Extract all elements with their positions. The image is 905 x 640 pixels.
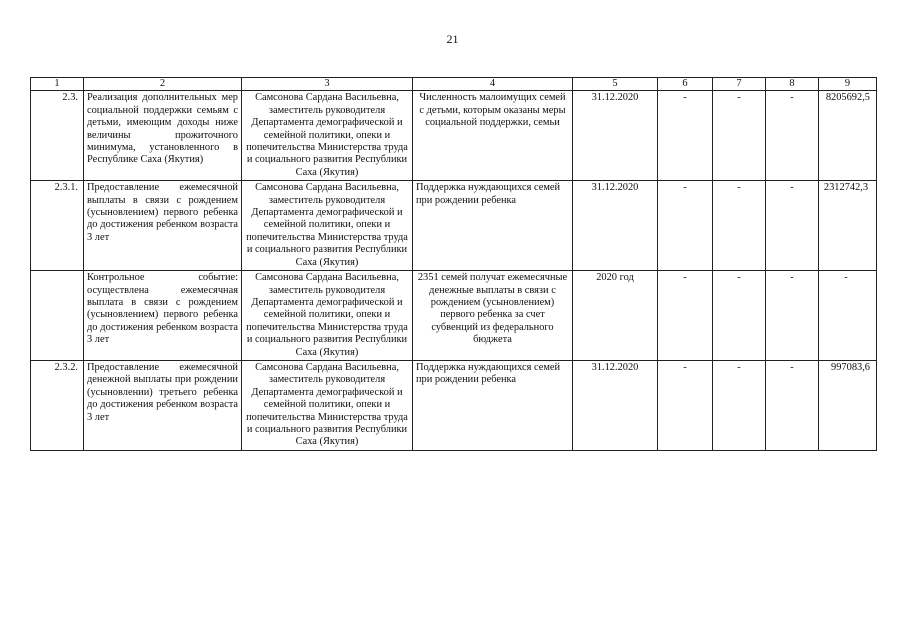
col8-value: - — [766, 181, 819, 271]
funding-amount: 2312742,3 — [819, 181, 877, 271]
header-cell: 7 — [713, 78, 766, 91]
expected-result: Поддержка нуждающихся семей при рождении ребенка — [413, 181, 573, 271]
header-cell: 1 — [31, 78, 84, 91]
row-number — [31, 271, 84, 361]
col8-value: - — [766, 271, 819, 361]
header-cell: 8 — [766, 78, 819, 91]
deadline: 31.12.2020 — [573, 360, 658, 450]
col6-value: - — [658, 91, 713, 181]
measure-name: Реализация дополнительных мер социальной поддержки семьям с детьми, имеющим доходы ниже величины прожиточного минимума, установленного в Республике Саха (Якутия) — [84, 91, 242, 181]
responsible-person: Самсонова Сардана Васильевна, заместитель руководителя Департамента демографической и семейной политики, опеки и попечительства Министерства труда и социального развития Республики Саха (Якутия) — [242, 360, 413, 450]
responsible-person: Самсонова Сардана Васильевна, заместитель руководителя Департамента демографической и семейной политики, опеки и попечительства Министерства труда и социального развития Республики Саха (Якутия) — [242, 181, 413, 271]
funding-amount: 997083,6 — [819, 360, 877, 450]
header-cell: 2 — [84, 78, 242, 91]
measure-name: Предоставление ежемесячной денежной выплаты при рождении (усыновлении) третьего ребенка до достижения ребенком возраста 3 лет — [84, 360, 242, 450]
row-number: 2.3. — [31, 91, 84, 181]
deadline: 31.12.2020 — [573, 181, 658, 271]
measure-name: Контрольное событие: осуществлена ежемесячная выплата в связи с рождением (усыновлением) первого ребенка до достижения ребенком возраста 3 лет — [84, 271, 242, 361]
page-number: 21 — [446, 32, 459, 46]
table-row — [31, 360, 877, 450]
table-row — [31, 91, 877, 181]
responsible-person: Самсонова Сардана Васильевна, заместитель руководителя Департамента демографической и семейной политики, опеки и попечительства Министерства труда и социального развития Республики Саха (Якутия) — [242, 91, 413, 181]
col6-value: - — [658, 271, 713, 361]
col7-value: - — [713, 271, 766, 361]
funding-amount: 8205692,5 — [819, 91, 877, 181]
col7-value: - — [713, 360, 766, 450]
deadline: 31.12.2020 — [573, 91, 658, 181]
col8-value: - — [766, 360, 819, 450]
header-cell: 5 — [573, 78, 658, 91]
expected-result: Поддержка нуждающихся семей при рождении ребенка — [413, 360, 573, 450]
header-cell: 3 — [242, 78, 413, 91]
funding-amount: - — [819, 271, 877, 361]
header-cell: 9 — [819, 78, 877, 91]
row-number: 2.3.1. — [31, 181, 84, 271]
header-cell: 6 — [658, 78, 713, 91]
col7-value: - — [713, 181, 766, 271]
expected-result: Численность малоимущих семей с детьми, которым оказаны меры социальной поддержки, семьи — [413, 91, 573, 181]
table-row — [31, 181, 877, 271]
col6-value: - — [658, 181, 713, 271]
plan-table — [30, 77, 877, 451]
header-cell: 4 — [413, 78, 573, 91]
header-row — [31, 78, 877, 91]
measure-name: Предоставление ежемесячной выплаты в связи с рождением (усыновлением) первого ребенка до достижения ребенком возраста 3 лет — [84, 181, 242, 271]
expected-result: 2351 семей получат ежемесячные денежные выплаты в связи с рождением (усыновлением) первого ребенка за счет субвенций из федерального бюджета — [413, 271, 573, 361]
col7-value: - — [713, 91, 766, 181]
col8-value: - — [766, 91, 819, 181]
row-number: 2.3.2. — [31, 360, 84, 450]
deadline: 2020 год — [573, 271, 658, 361]
table-row — [31, 271, 877, 361]
col6-value: - — [658, 360, 713, 450]
responsible-person: Самсонова Сардана Васильевна, заместитель руководителя Департамента демографической и семейной политики, опеки и попечительства Министерства труда и социального развития Республики Саха (Якутия) — [242, 271, 413, 361]
